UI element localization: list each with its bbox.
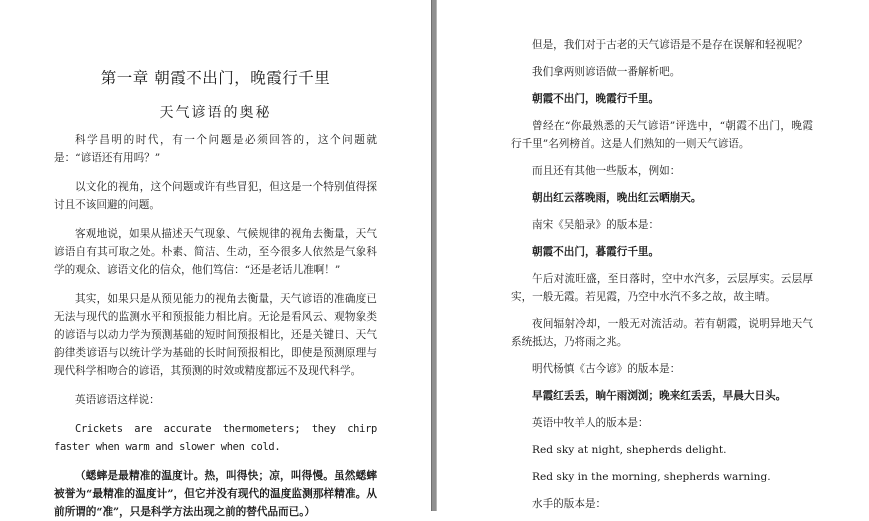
paragraph: 水手的版本是：: [532, 498, 607, 510]
paragraph: 但是，我们对于古老的天气谚语是不是存在误解和轻视呢？: [532, 39, 808, 51]
paragraph: 其实，如果只是从预见能力的视角去衡量，天气谚语的准确度已无法与现代的监测水平和预报能力相比肩。无论是看风云、观物象类的谚语与以动力学为预测基础的短时间预报相比，还是关键日、天气韵律类谚语与以统计学为基础的长时间预报相比，即使是预测原理与现代科学相吻合的谚语，其预测的时效或精度都远不及现代科学。: [54, 293, 377, 377]
paragraph: 而且还有其他一些版本，例如：: [532, 165, 681, 177]
paragraph: 以文化的视角，这个问题或许有些冒犯，但这是一个特别值得探讨且不该回避的问题。: [54, 181, 377, 211]
paragraph: 英语谚语这样说：: [75, 394, 160, 406]
left-page: [0, 0, 431, 518]
paragraph: 英语中牧羊人的版本是：: [532, 417, 649, 429]
paragraph: 南宋《吴船录》的版本是：: [532, 219, 660, 231]
paragraph: 客观地说，如果从描述天气现象、气候规律的视角去衡量，天气谚语自有其可取之处。朴素、简洁、生动，至今很多人依然是气象科学的观众、谚语文化的信众，他们笃信：“还是老话儿准啊！”: [54, 228, 377, 276]
right-page: [437, 0, 869, 511]
paragraph: 夜间辐射冷却，一般无对流活动。若有朝霞，说明异地天气系统抵达，乃将雨之兆。: [511, 318, 813, 348]
proverb: 朝霞不出门，暮霞行千里。: [532, 246, 660, 258]
english-proverb: Red sky at night, shepherds delight.: [532, 444, 727, 456]
proverb: 早霞红丢丢，晌午雨浏浏；晚来红丢丢，早晨大日头。: [532, 390, 787, 402]
section-title: 天气谚语的奥秘: [159, 105, 272, 121]
proverb: 朝霞不出门，晚霞行千里。: [532, 93, 660, 105]
paragraph: 我们拿两则谚语做一番解析吧。: [532, 66, 681, 78]
paragraph: 科学昌明的时代，有一个问题是必须回答的，这个问题就是：“谚语还有用吗？”: [54, 134, 377, 164]
paragraph: 午后对流旺盛，至日落时，空中水汽多，云层厚实。云层厚实，一般无霞。若见霞，乃空中水汽不多之故，故主晴。: [511, 273, 813, 303]
proverb-translation: （蟋蟀是最精准的温度计。热，叫得快；凉，叫得慢。虽然蟋蟀被誉为“最精准的温度计”，但它并没有现代的温度监测那样精准。从前所谓的“准”，只是科学方法出现之前的替代品而已。）: [54, 470, 377, 518]
proverb: 朝出红云落晚雨，晚出红云晒崩天。: [532, 192, 702, 204]
chapter-title: 第一章 朝霞不出门，晚霞行千里: [100, 69, 331, 87]
english-proverb: Crickets are accurate thermometers; they chirp faster when warm and slower when cold.: [54, 423, 377, 453]
english-proverb: Red sky in the morning, shepherds warning.: [532, 471, 771, 483]
paragraph: 曾经在“你最熟悉的天气谚语”评选中，“朝霞不出门，晚霞行千里”名列榜首。这是人们熟知的一则天气谚语。: [511, 120, 813, 150]
paragraph: 明代杨慎《古今谚》的版本是：: [532, 363, 681, 375]
